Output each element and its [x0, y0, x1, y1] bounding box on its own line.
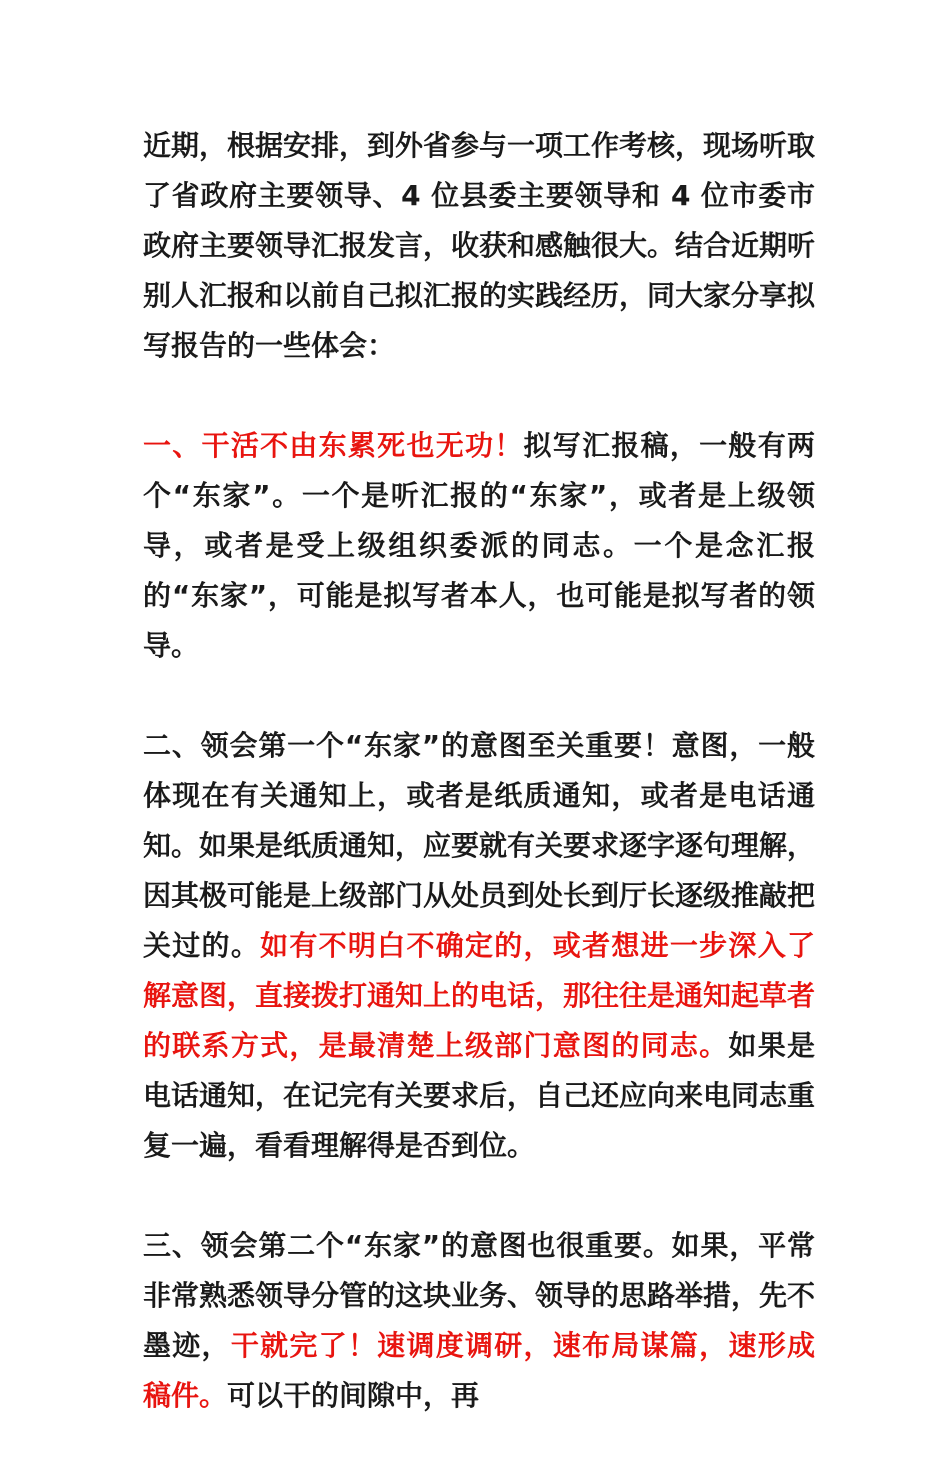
document-body: [143, 121, 815, 1471]
point-one-heading: 一、干活不由东累死也无功！: [143, 429, 524, 462]
point-three-body-end: 可以干的间隙中，再: [227, 1379, 480, 1412]
point-three-body-start: 三、领会第二个“东家”的意图也很重要。如果，平常非常熟悉领导分管的这块业务、领导的思路举措，先不墨迹，: [143, 1229, 816, 1362]
paragraph-point-one: [143, 421, 815, 671]
paragraph-intro: [143, 121, 815, 371]
paragraph-point-three: [143, 1221, 815, 1421]
point-one-body: 拟写汇报稿，一般有两个“东家”。一个是听汇报的“东家”，或者是上级领导，或者是受上级组织委派的同志。一个是念汇报的“东家”，可能是拟写者本人，也可能是拟写者的领导。: [143, 429, 815, 662]
point-three-highlight: 干就完了！速调度调研，速布局谋篇，速形成稿件。: [143, 1329, 815, 1412]
paragraph-point-two: [143, 721, 815, 1171]
point-two-highlight: 如有不明白不确定的，或者想进一步深入了解意图，直接拨打通知上的电话，那往往是通知起草者的联系方式，是最清楚上级部门意图的同志。: [143, 929, 816, 1062]
intro-text: 近期，根据安排，到外省参与一项工作考核，现场听取了省政府主要领导、4 位县委主要领导和 4 位市委市政府主要领导汇报发言，收获和感触很大。结合近期听别人汇报和以前自己拟汇报的实践经历，同大家分享拟写报告的一些体会：: [143, 129, 816, 362]
point-two-body-start: 二、领会第一个“东家”的意图至关重要！意图，一般体现在有关通知上，或者是纸质通知，或者是电话通知。如果是纸质通知，应要就有关要求逐字逐句理解，因其极可能是上级部门从处员到处长到厅长逐级推敲把关过的。: [143, 729, 816, 962]
point-two-body-end: 如果是电话通知，在记完有关要求后，自己还应向来电同志重复一遍，看看理解得是否到位。: [143, 1029, 816, 1162]
